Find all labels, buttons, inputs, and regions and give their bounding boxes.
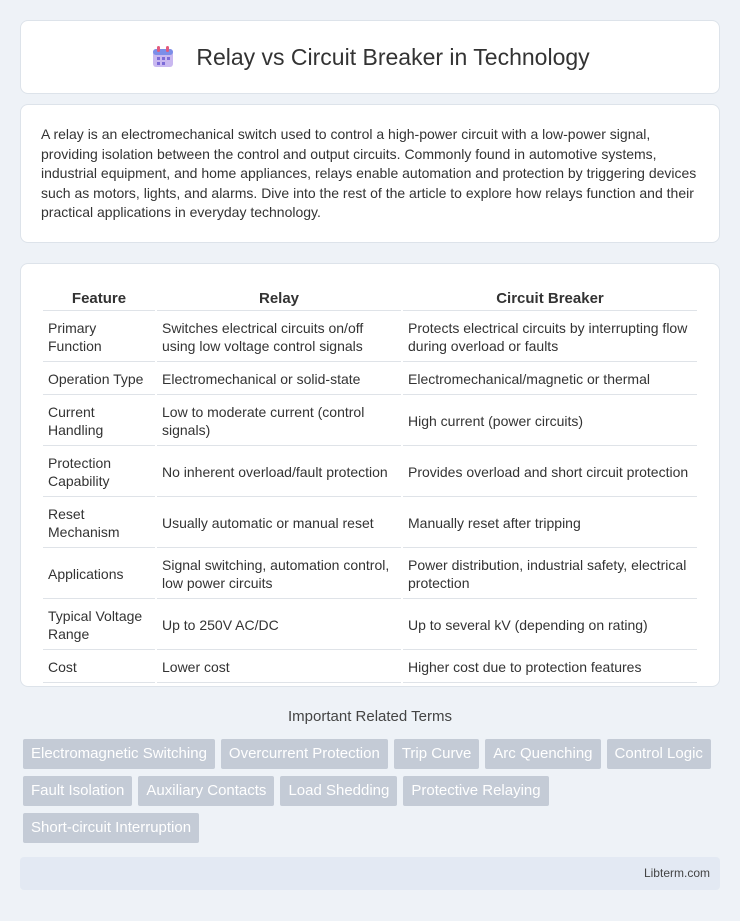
feature-cell: Operation Type [43,364,155,395]
table-row [43,448,697,497]
feature-cell: Cost [43,652,155,683]
table-row [43,652,697,683]
footer-site-link[interactable]: Libterm.com [643,866,710,880]
table-row [43,313,697,362]
table-row [43,550,697,599]
comparison-table-card [20,263,720,687]
related-term-tag[interactable]: Short-circuit Interruption [23,813,199,843]
relay-cell: Low to moderate current (control signals) [157,397,401,446]
table-row [43,397,697,446]
intro-card [20,104,720,243]
circuit-breaker-cell: Electromechanical/magnetic or thermal [403,364,697,395]
table-row [43,601,697,650]
circuit-breaker-cell: Higher cost due to protection features [403,652,697,683]
feature-cell: Protection Capability [43,448,155,497]
header-relay: Relay [157,286,401,311]
relay-cell: Electromechanical or solid-state [157,364,401,395]
footer [20,857,720,890]
circuit-breaker-cell: High current (power circuits) [403,397,697,446]
related-terms-title: Important Related Terms [288,708,452,725]
circuit-breaker-cell: Manually reset after tripping [403,499,697,548]
related-term-tag[interactable]: Protective Relaying [403,776,548,806]
related-term-tag[interactable]: Fault Isolation [23,776,132,806]
related-term-tag[interactable]: Trip Curve [394,739,479,769]
table-row [43,364,697,395]
header-feature: Feature [43,286,155,311]
circuit-breaker-cell: Provides overload and short circuit protection [403,448,697,497]
page-title: Relay vs Circuit Breaker in Technology [196,43,590,70]
relay-cell: No inherent overload/fault protection [157,448,401,497]
relay-cell: Signal switching, automation control, low power circuits [157,550,401,599]
related-terms-list [23,739,723,850]
comparison-table [41,284,699,685]
related-term-tag[interactable]: Load Shedding [280,776,397,806]
related-term-tag[interactable]: Control Logic [607,739,711,769]
related-term-tag[interactable]: Overcurrent Protection [221,739,388,769]
table-row [43,499,697,548]
relay-cell: Lower cost [157,652,401,683]
circuit-breaker-cell: Protects electrical circuits by interrupting flow during overload or faults [403,313,697,362]
related-term-tag[interactable]: Electromagnetic Switching [23,739,215,769]
feature-cell: Typical Voltage Range [43,601,155,650]
intro-paragraph: A relay is an electromechanical switch used to control a high-power circuit with a low-power signal, providing isolation between the control and output circuits. Commonly found in automotive systems, industrial equipment, and home appliances, relays enable automation and protection by triggering devices such as motors, lights, and alarms. Dive into the rest of the article to explore how relays function and their practical applications in everyday technology. [41,126,697,220]
relay-cell: Switches electrical circuits on/off using low voltage control signals [157,313,401,362]
feature-cell: Reset Mechanism [43,499,155,548]
circuit-breaker-cell: Power distribution, industrial safety, electrical protection [403,550,697,599]
calendar-icon [150,44,176,70]
header-circuit-breaker: Circuit Breaker [403,286,697,311]
circuit-breaker-cell: Up to several kV (depending on rating) [403,601,697,650]
table-header-row [43,286,697,311]
feature-cell: Primary Function [43,313,155,362]
related-term-tag[interactable]: Auxiliary Contacts [138,776,274,806]
feature-cell: Applications [43,550,155,599]
relay-cell: Up to 250V AC/DC [157,601,401,650]
relay-cell: Usually automatic or manual reset [157,499,401,548]
feature-cell: Current Handling [43,397,155,446]
header-card [20,20,720,94]
related-term-tag[interactable]: Arc Quenching [485,739,600,769]
